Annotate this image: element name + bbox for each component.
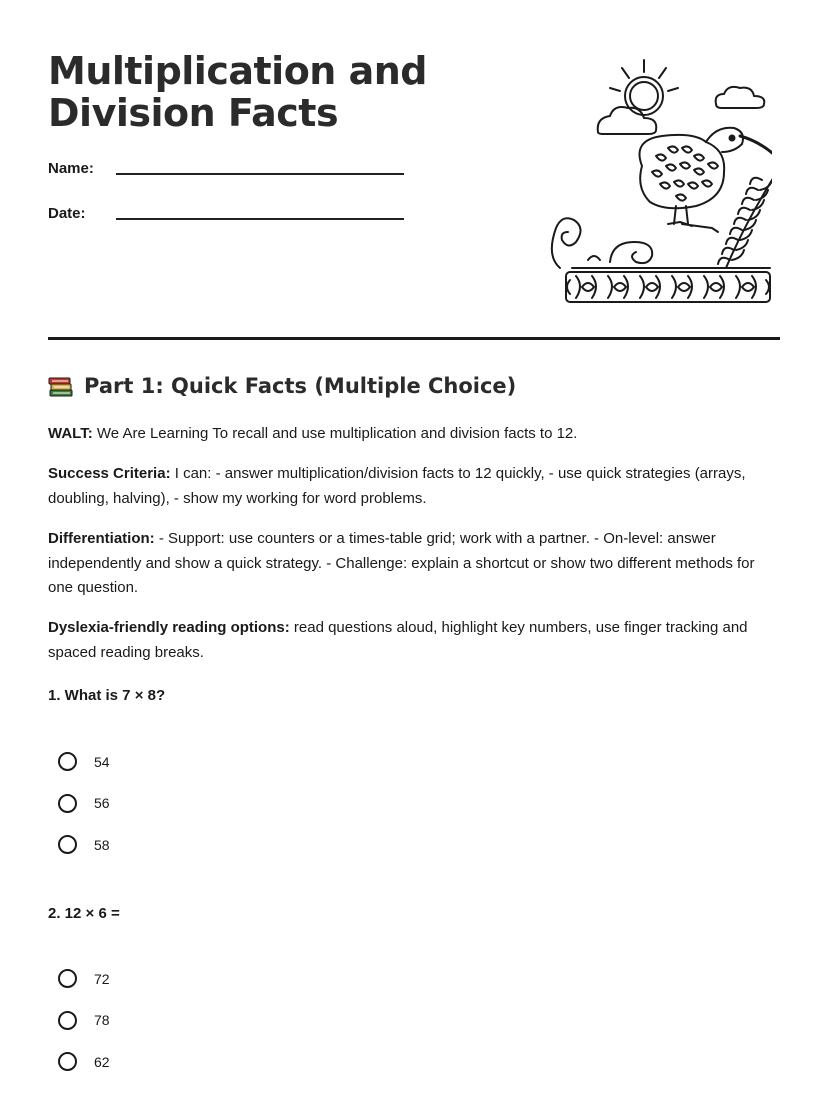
dyslexia-options-paragraph (48, 616, 780, 665)
name-label: Name: (48, 160, 94, 177)
tukutuku-pattern-band-icon (566, 268, 770, 302)
differentiation-label: Differentiation: (48, 530, 155, 547)
option-label: 58 (94, 836, 110, 853)
question-1-option-a[interactable] (58, 741, 110, 783)
title-line-1: Multiplication and (48, 49, 427, 93)
question-2-prompt: 2. 12 × 6 = (48, 905, 120, 922)
question-2-option-a[interactable] (58, 958, 110, 1000)
kiwi-bird-illustration (516, 56, 772, 308)
option-label: 62 (94, 1053, 110, 1070)
question-1-prompt: 1. What is 7 × 8? (48, 687, 166, 704)
success-criteria-paragraph (48, 462, 780, 511)
date-write-line[interactable] (116, 218, 404, 220)
dyslexia-options-text: read questions aloud, highlight key numbers, use finger tracking and spaced reading breaks. (48, 619, 748, 661)
cloud-right-icon (716, 87, 765, 108)
differentiation-paragraph (48, 527, 780, 601)
radio-button[interactable] (58, 1011, 77, 1030)
success-criteria-text: I can: - answer multiplication/division facts to 12 quickly, - use quick strategies (arrays, doubling, halving), - show my working for word problems. (48, 465, 746, 507)
name-field (48, 160, 94, 177)
fern-frond-icon (718, 158, 772, 268)
radio-button[interactable] (58, 752, 77, 771)
worksheet-title (48, 50, 427, 134)
cloud-left-icon (598, 107, 657, 134)
question-1-option-c[interactable] (58, 824, 110, 866)
part-1-heading-text: Part 1: Quick Facts (Multiple Choice) (84, 374, 517, 398)
radio-button[interactable] (58, 835, 77, 854)
question-1-option-b[interactable] (58, 783, 110, 825)
option-label: 54 (94, 753, 110, 770)
name-write-line[interactable] (116, 173, 404, 175)
radio-button[interactable] (58, 794, 77, 813)
header-divider (48, 337, 780, 340)
question-2-option-c[interactable] (58, 1041, 110, 1083)
option-label: 56 (94, 795, 110, 812)
walt-text: We Are Learning To recall and use multiplication and division facts to 12. (92, 425, 578, 442)
title-line-2: Division Facts (48, 91, 339, 135)
walt-label: WALT: (48, 425, 93, 442)
option-label: 78 (94, 1012, 110, 1029)
success-criteria-label: Success Criteria: (48, 465, 171, 482)
date-field (48, 205, 86, 222)
books-icon (48, 374, 74, 398)
question-2-option-b[interactable] (58, 1000, 110, 1042)
radio-button[interactable] (58, 969, 77, 988)
dyslexia-options-label: Dyslexia-friendly reading options: (48, 619, 290, 636)
date-label: Date: (48, 205, 86, 222)
koru-spiral-icon (552, 218, 652, 268)
part-1-heading (48, 374, 516, 398)
radio-button[interactable] (58, 1052, 77, 1071)
worksheet-page (48, 0, 780, 1118)
question-2-options (58, 958, 110, 1083)
question-1-options (58, 741, 110, 866)
differentiation-text: - Support: use counters or a times-table grid; work with a partner. - On-level: answer independently and show a quick strategy. - Challenge: explain a shortcut or show two different methods for one question. (48, 530, 755, 596)
option-label: 72 (94, 970, 110, 987)
walt-paragraph (48, 422, 780, 447)
